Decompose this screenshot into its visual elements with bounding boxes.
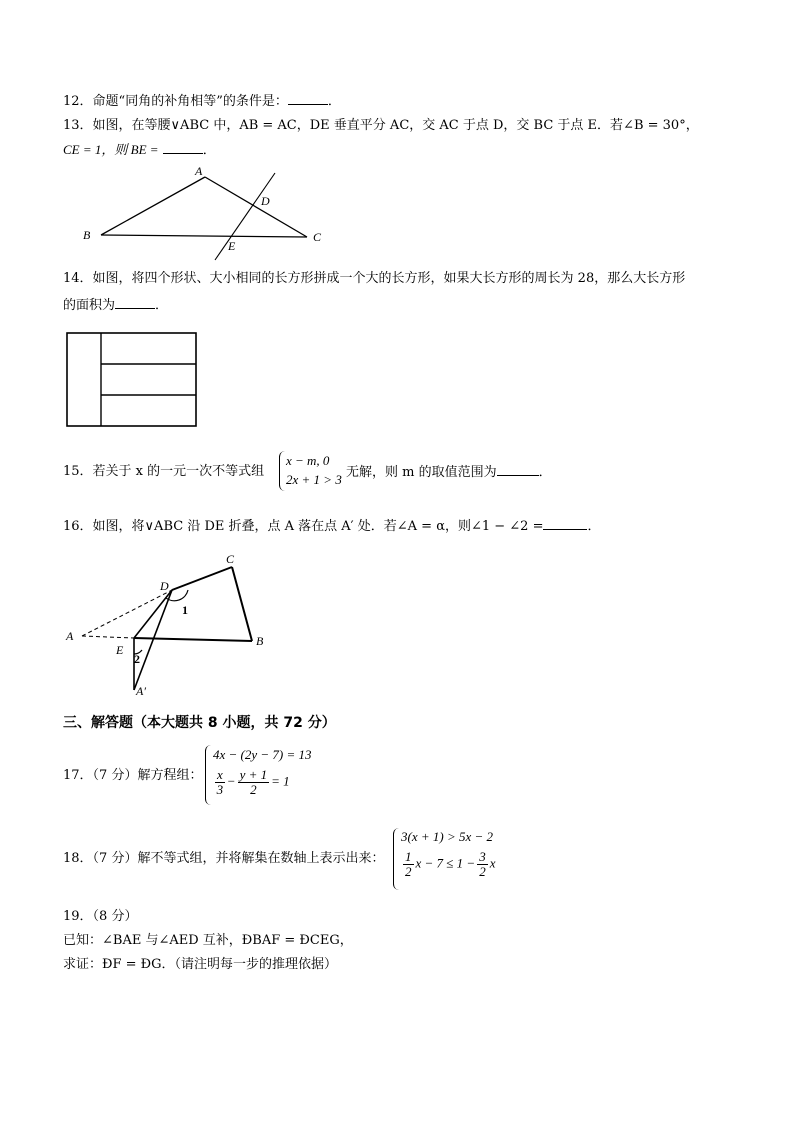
question-13-line1: 13．如图，在等腰∨ABC 中，AB = AC，DE 垂直平分 AC，交 AC 于点 D，交 BC 于点 E．若∠B = 30°， — [63, 118, 699, 133]
equation-system-17: 4x − (2y − 7) = 13 $\frac{x}{3}$ − $\frac{y + 1}{2}$ = 1 — [213, 747, 312, 797]
answer-blank — [115, 296, 155, 309]
system-brace — [279, 451, 285, 491]
label-E: E — [116, 643, 124, 657]
inequality-system-15: x − m, 0 2x + 1 > 3 — [286, 453, 342, 487]
question-15: 15．若关于 x 的一元一次不等式组 — [63, 464, 265, 479]
figure-13-triangle — [75, 165, 340, 265]
label-E: E — [228, 239, 236, 253]
system-brace — [205, 745, 211, 805]
label-B: B — [83, 228, 91, 242]
question-19-prove: 求证：ÐF = ÐG．（请注明每一步的推理依据） — [63, 957, 338, 972]
question-14-line2: 的面积为 ． — [63, 298, 169, 313]
figure-16-folded-triangle — [62, 550, 282, 700]
angle-2-label: 2 — [134, 652, 140, 666]
label-C: C — [226, 552, 235, 566]
label-A: A — [66, 629, 74, 643]
answer-blank — [497, 463, 539, 476]
label-C: C — [313, 230, 322, 244]
question-12-text: 12．命题“同角的补角相等”的条件是： — [63, 94, 288, 109]
label-B: B — [256, 634, 264, 648]
label-D: D — [261, 194, 270, 208]
question-14-line1: 14．如图，将四个形状、大小相同的长方形拼成一个大的长方形，如果大长方形的周长为 28，那么大长方形 — [63, 271, 686, 286]
angle-1-label: 1 — [182, 603, 188, 617]
question-13-line2: CE = 1，则 BE = ． — [63, 142, 216, 158]
question-16: 16．如图，将∨ABC 沿 DE 折叠，点 A 落在点 A′ 处．若∠A = α，则∠1 − ∠2 = ． — [63, 519, 601, 534]
inequality-system-18: 3(x + 1) > 5x − 2 $\frac{1}{2}$ x − 7 ≤ 1 − $\frac{3}{2}$ x — [401, 829, 496, 879]
question-12: 12．命题“同角的补角相等”的条件是： ． — [63, 94, 341, 109]
label-A-prime: A′ — [136, 684, 146, 698]
question-17: 17．（7 分）解方程组： — [63, 768, 203, 783]
answer-blank — [288, 92, 328, 105]
figure-14-rectangles — [66, 332, 198, 428]
question-19-heading: 19．（8 分） — [63, 909, 138, 924]
section-3-heading: 三、解答题（本大题共 8 小题，共 72 分） — [63, 715, 336, 731]
question-18: 18．（7 分）解不等式组，并将解集在数轴上表示出来： — [63, 851, 385, 866]
label-A: A — [195, 165, 203, 178]
system-brace — [393, 828, 399, 890]
answer-blank — [543, 517, 587, 530]
label-D: D — [160, 579, 169, 593]
answer-blank — [163, 141, 203, 154]
question-19-given: 已知：∠BAE 与∠AED 互补，ÐBAF = ÐCEG， — [63, 933, 353, 948]
